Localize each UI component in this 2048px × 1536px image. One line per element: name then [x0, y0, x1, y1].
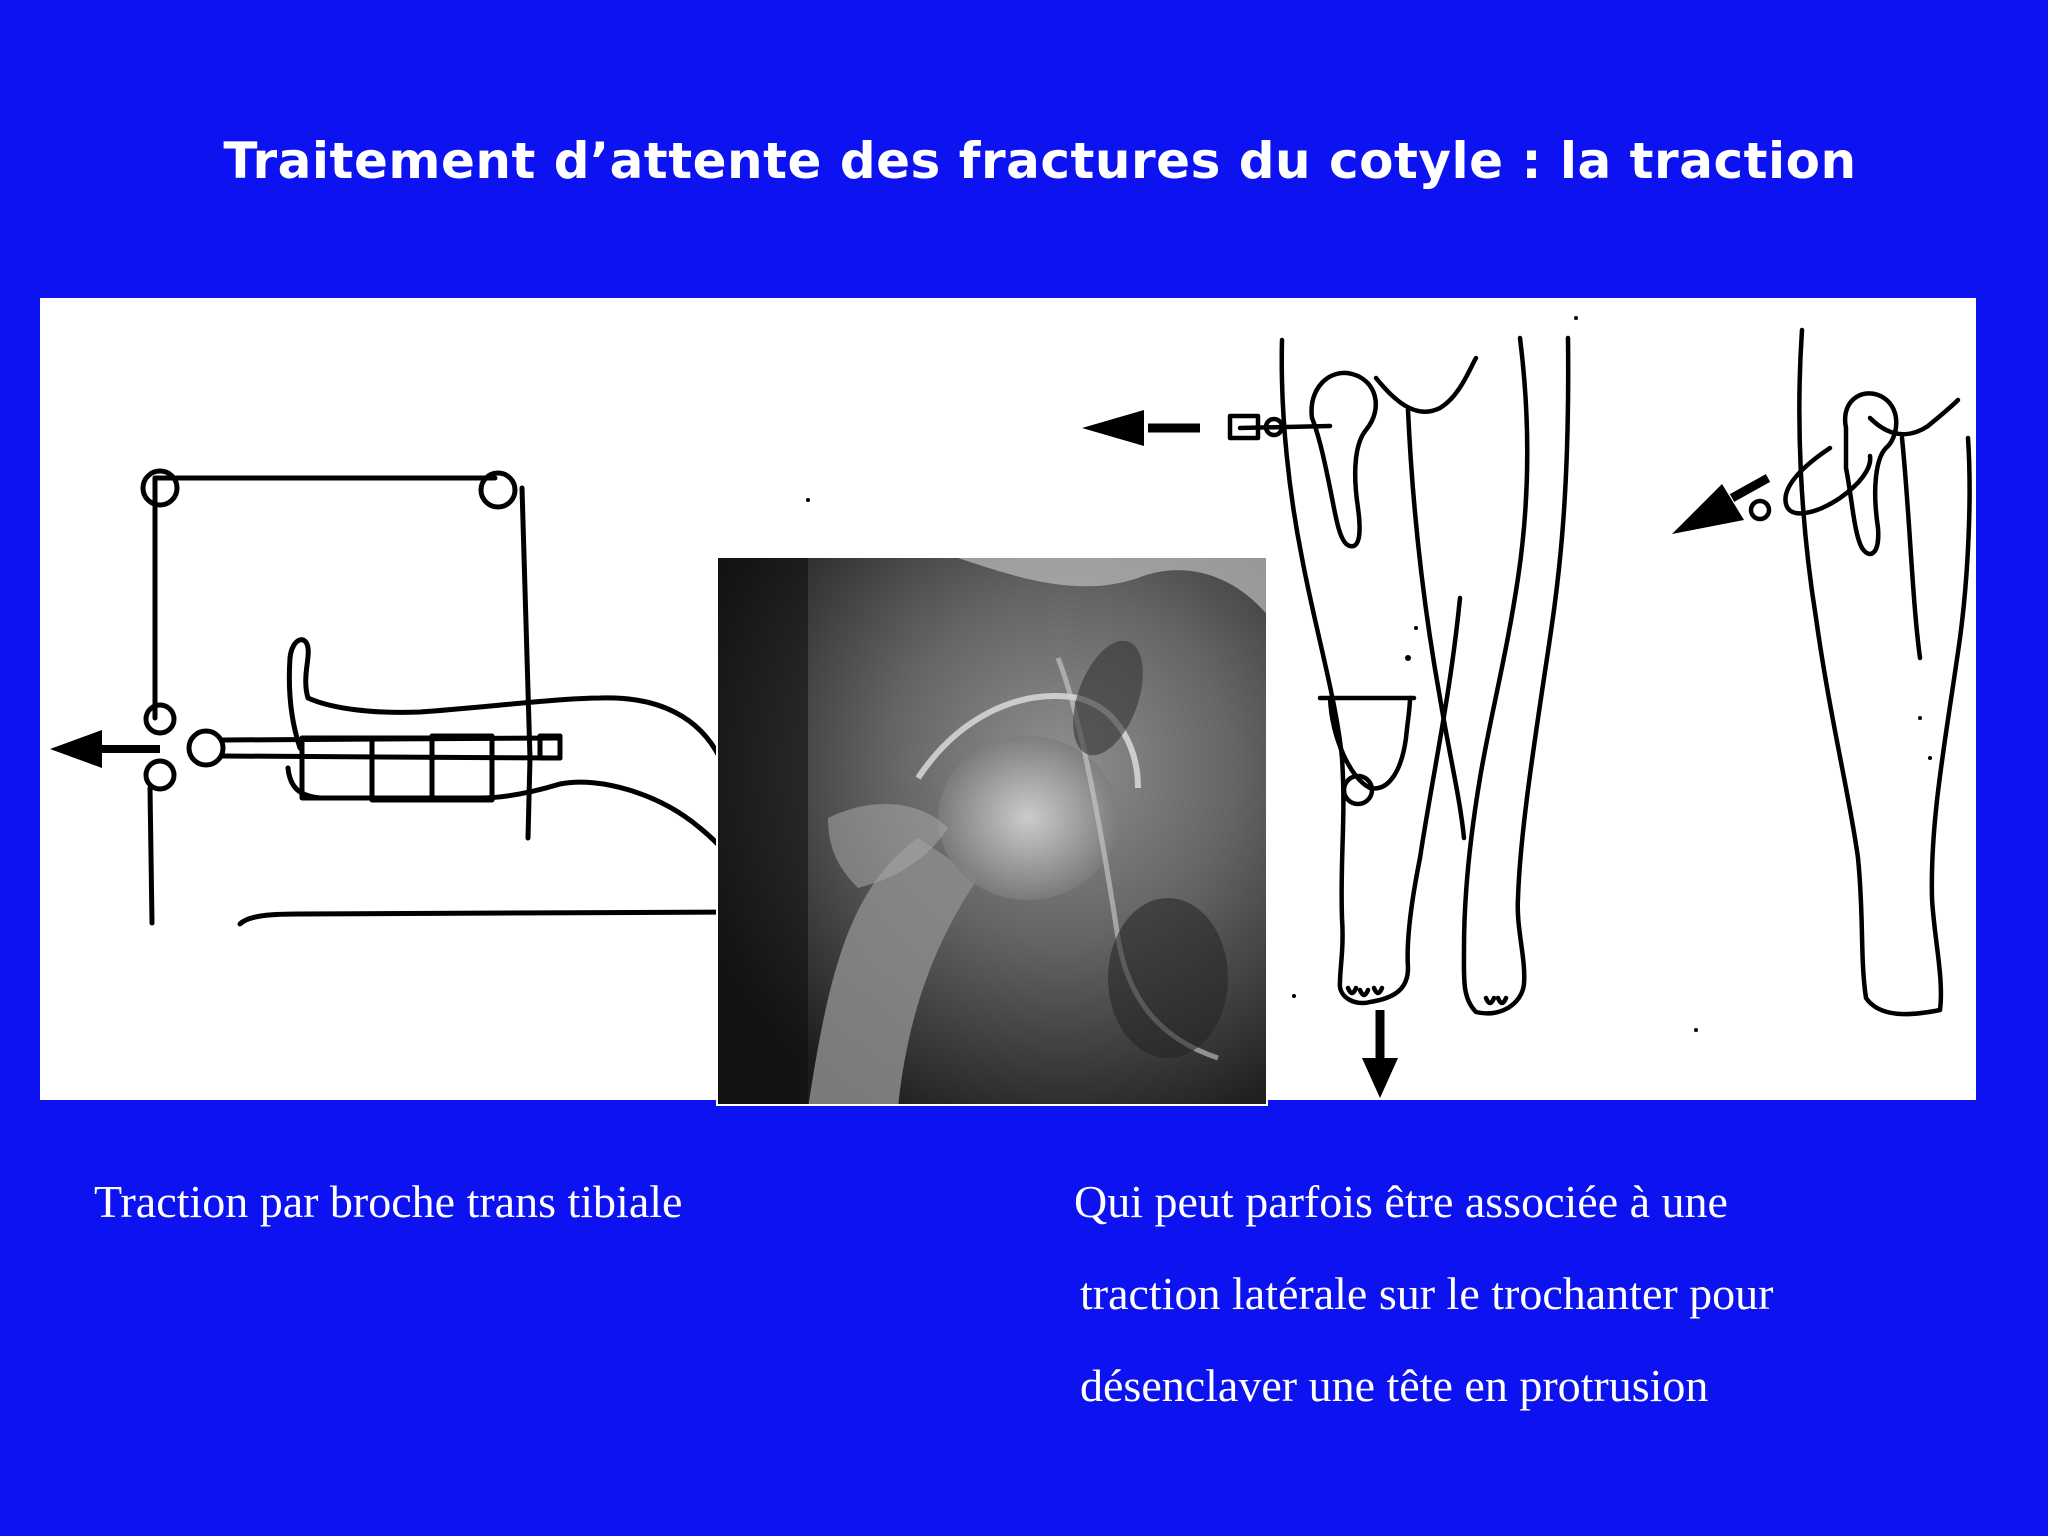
caption-right [1074, 1156, 1774, 1432]
slide-title: Traitement d’attente des fractures du cotyle : la traction [223, 132, 1857, 190]
caption-right-line-3: désenclaver une tête en protrusion [1080, 1360, 1709, 1411]
xray-render [718, 558, 1268, 1106]
trochanter-traction-leg-drawing [1751, 330, 1970, 1014]
left-traction-arrow [50, 730, 160, 768]
caption-right-line-2: traction latérale sur le trochanter pour [1080, 1268, 1774, 1319]
lateral-traction-legs-drawing [1230, 338, 1568, 1013]
hip-xray-image [716, 556, 1268, 1106]
caption-right-line-1: Qui peut parfois être associée à une [1074, 1176, 1728, 1227]
tibial-traction-frame-drawing [143, 471, 740, 924]
caption-left: Traction par broche trans tibiale [94, 1176, 683, 1227]
